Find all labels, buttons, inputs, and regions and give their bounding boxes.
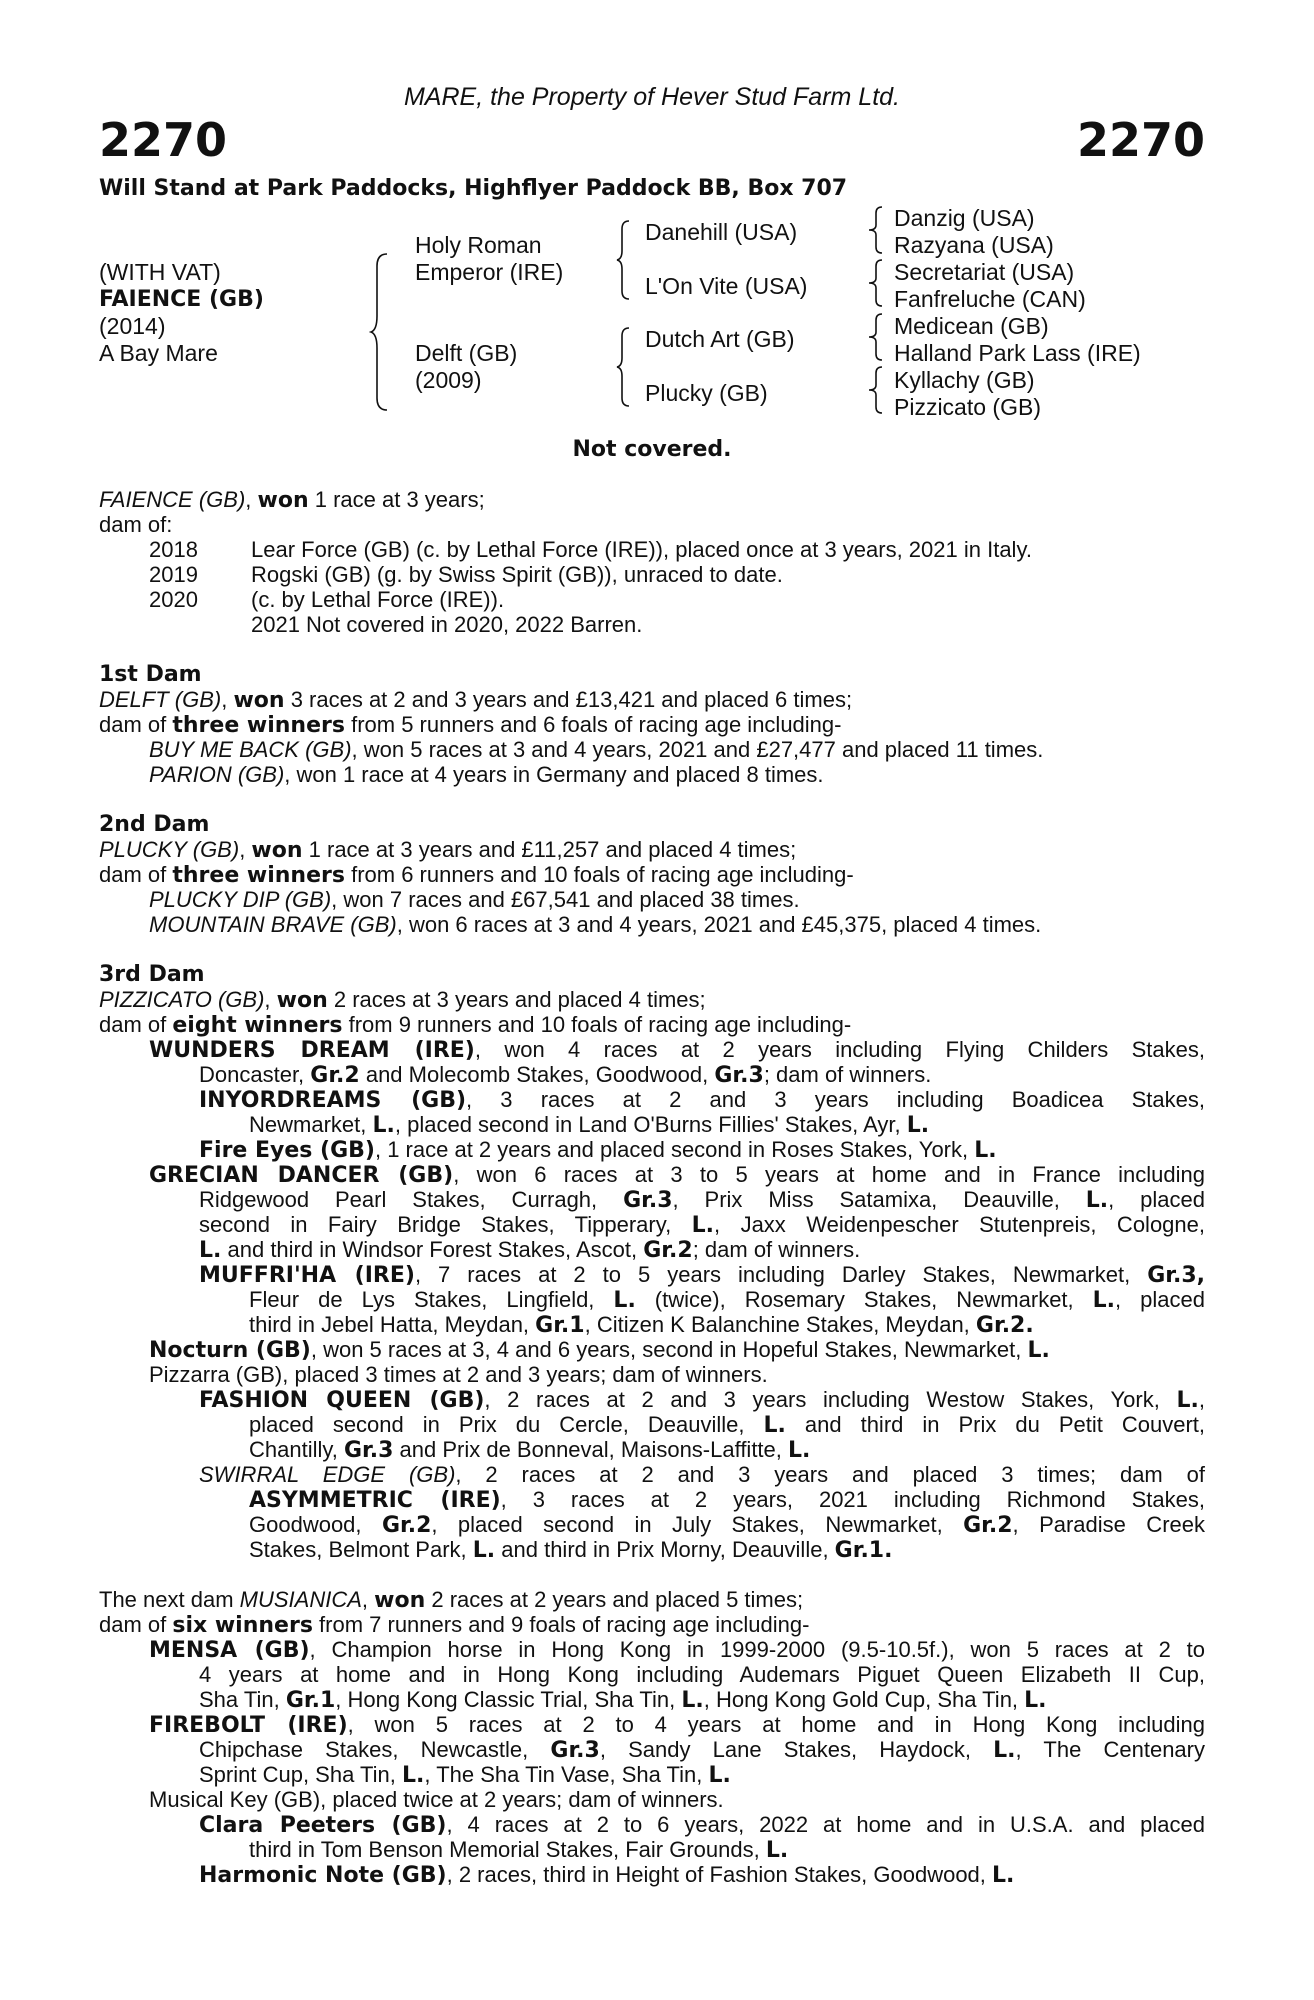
mensa-line1: MENSA (GB), Champion horse in Hong Kong in 1999-2000 (9.5-10.5f.), won 5 races at 2 to bbox=[149, 1637, 1205, 1663]
third-dam-record: PIZZICATO (GB), won 2 races at 3 years and placed 4 times; bbox=[99, 987, 706, 1013]
dam-line1: Delft (GB) bbox=[415, 340, 518, 366]
produce-text: Rogski (GB) (g. by Swiss Spirit (GB)), unraced to date. bbox=[251, 562, 783, 587]
horse-year: (2014) bbox=[99, 313, 166, 339]
asymmetric-line1: ASYMMETRIC (IRE), 3 races at 2 years, 2021 including Richmond Stakes, bbox=[249, 1487, 1205, 1513]
first-dam-progeny: dam of three winners from 5 runners and 6 foals of racing age including- bbox=[99, 712, 842, 738]
pedigree-brace-g1 bbox=[867, 205, 887, 255]
first-dam-offspring: PARION (GB), won 1 race at 4 years in Germany and placed 8 times. bbox=[149, 762, 824, 787]
horse-name: FAIENCE (GB) bbox=[99, 287, 264, 312]
fashion-queen-line2: placed second in Prix du Cercle, Deauville, L. and third in Prix du Petit Couvert, bbox=[249, 1412, 1205, 1438]
produce-year: 2020 bbox=[149, 587, 198, 612]
fashion-queen-line3: Chantilly, Gr.3 and Prix de Bonneval, Maisons-Laffitte, L. bbox=[249, 1437, 811, 1463]
pedigree-brace-g4 bbox=[867, 365, 887, 415]
stand-location: Will Stand at Park Paddocks, Highflyer Paddock BB, Box 707 bbox=[99, 176, 848, 201]
mensa-line3: Sha Tin, Gr.1, Hong Kong Classic Trial, Sha Tin, L., Hong Kong Gold Cup, Sha Tin, L. bbox=[199, 1687, 1047, 1713]
harmonic-note-line: Harmonic Note (GB), 2 races, third in Height of Fashion Stakes, Goodwood, L. bbox=[199, 1862, 1015, 1888]
lot-number-left: 2270 bbox=[99, 113, 228, 167]
second-dam-offspring: PLUCKY DIP (GB), won 7 races and £67,541 and placed 38 times. bbox=[149, 887, 800, 912]
pedigree-brace-g3 bbox=[867, 312, 887, 362]
sire-line2: Emperor (IRE) bbox=[415, 259, 564, 285]
great-grand-8: Pizzicato (GB) bbox=[894, 394, 1041, 420]
firebolt-line1: FIREBOLT (IRE), won 5 races at 2 to 4 years at home and in Hong Kong including bbox=[149, 1712, 1205, 1738]
produce-text: (c. by Lethal Force (IRE)). bbox=[251, 587, 505, 612]
vat-note: (WITH VAT) bbox=[99, 259, 221, 285]
great-grand-7: Kyllachy (GB) bbox=[894, 367, 1035, 393]
produce-text: 2021 Not covered in 2020, 2022 Barren. bbox=[251, 612, 643, 637]
next-dam-record: The next dam MUSIANICA, won 2 races at 2 years and placed 5 times; bbox=[99, 1587, 804, 1613]
grecian-dancer-line3: second in Fairy Bridge Stakes, Tipperary, L., Jaxx Weidenpescher Stutenpreis, Cologne, bbox=[199, 1212, 1205, 1238]
produce-year: 2019 bbox=[149, 562, 198, 587]
pizzarra-line: Pizzarra (GB), placed 3 times at 2 and 3 years; dam of winners. bbox=[149, 1362, 768, 1387]
catalogue-page bbox=[99, 0, 1205, 2000]
covering-status: Not covered. bbox=[572, 437, 732, 462]
produce-year: 2018 bbox=[149, 537, 198, 562]
pedigree-brace-sire bbox=[615, 219, 633, 301]
asymmetric-line3: Stakes, Belmont Park, L. and third in Prix Morny, Deauville, Gr.1. bbox=[249, 1537, 893, 1563]
clara-peeters-line1: Clara Peeters (GB), 4 races at 2 to 6 years, 2022 at home and in U.S.A. and placed bbox=[199, 1812, 1205, 1838]
great-grand-1: Danzig (USA) bbox=[894, 205, 1035, 231]
second-dam-record: PLUCKY (GB), won 1 race at 3 years and £11,257 and placed 4 times; bbox=[99, 837, 797, 863]
dam-line2: (2009) bbox=[415, 367, 482, 393]
grandsire-sire: Danehill (USA) bbox=[645, 219, 798, 245]
muffriha-line3: third in Jebel Hatta, Meydan, Gr.1, Citizen K Balanchine Stakes, Meydan, Gr.2. bbox=[249, 1312, 1034, 1338]
first-dam-heading: 1st Dam bbox=[99, 662, 202, 687]
lot-number-right: 2270 bbox=[1076, 113, 1205, 167]
inyordreams-line2: Newmarket, L., placed second in Land O'Burns Fillies' Stakes, Ayr, L. bbox=[249, 1112, 930, 1138]
third-dam-progeny: dam of eight winners from 9 runners and 10 foals of racing age including- bbox=[99, 1012, 852, 1038]
first-dam-record: DELFT (GB), won 3 races at 2 and 3 years and £13,421 and placed 6 times; bbox=[99, 687, 853, 713]
pedigree-brace-g2 bbox=[867, 258, 887, 308]
firebolt-line2: Chipchase Stakes, Newcastle, Gr.3, Sandy Lane Stakes, Haydock, L., The Centenary bbox=[199, 1737, 1205, 1763]
mensa-line2: 4 years at home and in Hong Kong including Audemars Piguet Queen Elizabeth II Cup, bbox=[199, 1662, 1205, 1687]
second-dam-heading: 2nd Dam bbox=[99, 812, 210, 837]
grecian-dancer-line4: L. and third in Windsor Forest Stakes, Ascot, Gr.2; dam of winners. bbox=[199, 1237, 861, 1263]
granddam-sire: L'On Vite (USA) bbox=[645, 273, 808, 299]
grecian-dancer-line2: Ridgewood Pearl Stakes, Curragh, Gr.3, Prix Miss Satamixa, Deauville, L., placed bbox=[199, 1187, 1205, 1213]
great-grand-3: Secretariat (USA) bbox=[894, 259, 1075, 285]
muffriha-line1: MUFFRI'HA (IRE), 7 races at 2 to 5 years including Darley Stakes, Newmarket, Gr.3, bbox=[199, 1262, 1205, 1288]
pedigree-brace-dam bbox=[615, 326, 633, 408]
fire-eyes-line: Fire Eyes (GB), 1 race at 2 years and placed second in Roses Stakes, York, L. bbox=[199, 1137, 997, 1163]
faience-dam-of: dam of: bbox=[99, 512, 173, 537]
swirral-edge-line: SWIRRAL EDGE (GB), 2 races at 2 and 3 years and placed 3 times; dam of bbox=[199, 1462, 1205, 1487]
nocturn-line: Nocturn (GB), won 5 races at 3, 4 and 6 years, second in Hopeful Stakes, Newmarket, L. bbox=[149, 1337, 1050, 1363]
second-dam-offspring: MOUNTAIN BRAVE (GB), won 6 races at 3 and 4 years, 2021 and £45,375, placed 4 times. bbox=[149, 912, 1042, 937]
first-dam-offspring: BUY ME BACK (GB), won 5 races at 3 and 4 years, 2021 and £27,477 and placed 11 times. bbox=[149, 737, 1044, 762]
musical-key-line: Musical Key (GB), placed twice at 2 years; dam of winners. bbox=[149, 1787, 724, 1812]
grecian-dancer-line1: GRECIAN DANCER (GB), won 6 races at 3 to 5 years at home and in France including bbox=[149, 1162, 1205, 1188]
property-line: MARE, the Property of Hever Stud Farm Ltd. bbox=[403, 83, 901, 111]
muffriha-line2: Fleur de Lys Stakes, Lingfield, L. (twice), Rosemary Stakes, Newmarket, L., placed bbox=[249, 1287, 1205, 1313]
firebolt-line3: Sprint Cup, Sha Tin, L., The Sha Tin Vase, Sha Tin, L. bbox=[199, 1762, 731, 1788]
produce-text: Lear Force (GB) (c. by Lethal Force (IRE)), placed once at 3 years, 2021 in Italy. bbox=[251, 537, 1032, 562]
great-grand-6: Halland Park Lass (IRE) bbox=[894, 340, 1141, 366]
next-dam-progeny: dam of six winners from 7 runners and 9 foals of racing age including- bbox=[99, 1612, 810, 1638]
horse-description: A Bay Mare bbox=[99, 340, 218, 366]
wunders-dream-line1: WUNDERS DREAM (IRE), won 4 races at 2 years including Flying Childers Stakes, bbox=[149, 1037, 1205, 1063]
grandsire-dam: Dutch Art (GB) bbox=[645, 326, 795, 352]
clara-peeters-line2: third in Tom Benson Memorial Stakes, Fair Grounds, L. bbox=[249, 1837, 789, 1863]
sire-line1: Holy Roman bbox=[415, 232, 542, 258]
faience-name: FAIENCE (GB) bbox=[99, 487, 246, 512]
granddam-dam: Plucky (GB) bbox=[645, 380, 768, 406]
fashion-queen-line1: FASHION QUEEN (GB), 2 races at 2 and 3 years including Westow Stakes, York, L., bbox=[199, 1387, 1205, 1413]
asymmetric-line2: Goodwood, Gr.2, placed second in July Stakes, Newmarket, Gr.2, Paradise Creek bbox=[249, 1512, 1205, 1538]
wunders-dream-line2: Doncaster, Gr.2 and Molecomb Stakes, Goodwood, Gr.3; dam of winners. bbox=[199, 1062, 932, 1088]
great-grand-2: Razyana (USA) bbox=[894, 232, 1054, 258]
pedigree-brace-main bbox=[369, 252, 391, 412]
faience-record: FAIENCE (GB), won 1 race at 3 years; bbox=[99, 487, 485, 513]
great-grand-4: Fanfreluche (CAN) bbox=[894, 286, 1086, 312]
second-dam-progeny: dam of three winners from 6 runners and 10 foals of racing age including- bbox=[99, 862, 854, 888]
inyordreams-line1: INYORDREAMS (GB), 3 races at 2 and 3 years including Boadicea Stakes, bbox=[199, 1087, 1205, 1113]
great-grand-5: Medicean (GB) bbox=[894, 313, 1049, 339]
third-dam-heading: 3rd Dam bbox=[99, 962, 205, 987]
